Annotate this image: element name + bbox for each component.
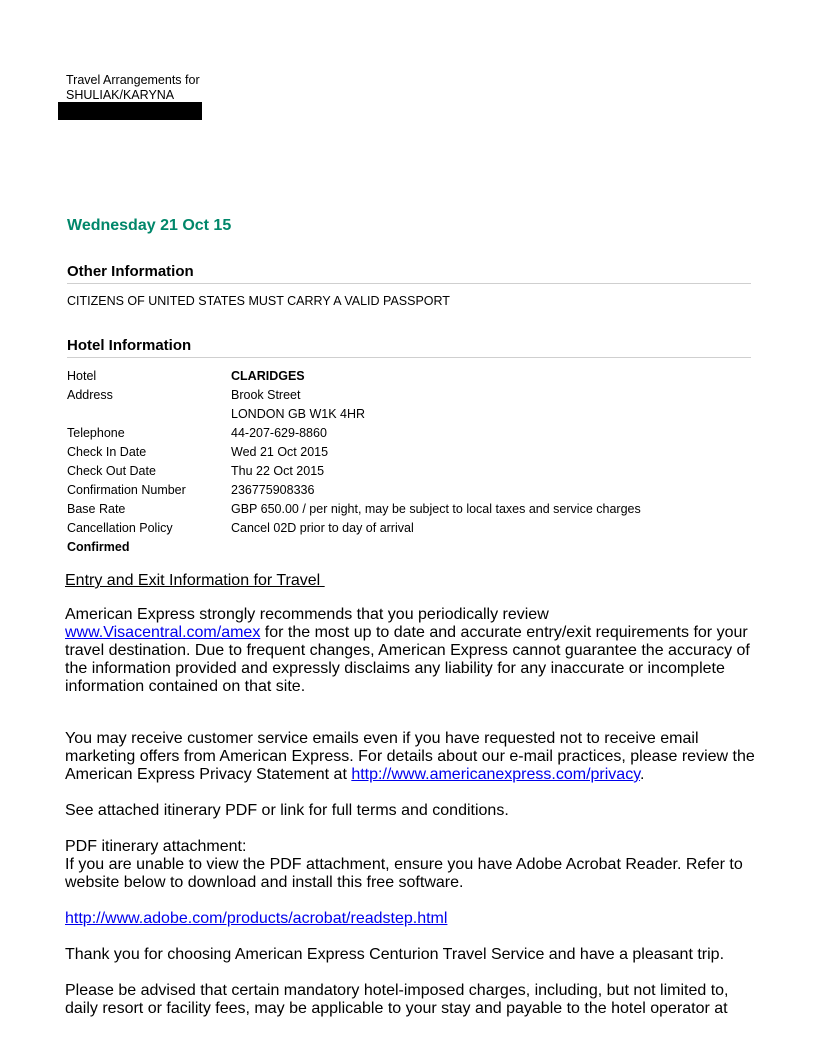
entry-exit-title: Entry and Exit Information for Travel (65, 572, 325, 589)
address-label: Address (67, 387, 113, 402)
table-row (67, 404, 641, 423)
entry-exit-intro: American Express strongly recommends that you periodically review (65, 606, 549, 623)
confirmation-label: Confirmation Number (67, 482, 186, 497)
advisory-paragraph: Please be advised that certain mandatory hotel-imposed charges, including, but not limited to, daily resort or facility fees, may be applicable to your stay and payable to the hotel operator at (65, 982, 729, 1017)
adobe-link-wrap (65, 910, 765, 928)
header (66, 73, 200, 103)
table-row (67, 366, 641, 385)
pdf-line-2: If you are unable to view the PDF attachment, ensure you have Adobe Acrobat Reader. Refer to website below to download and install this free software. (65, 856, 743, 891)
traveler-name: SHULIAK/KARYNA (66, 88, 175, 102)
privacy-link[interactable]: http://www.americanexpress.com/privacy (351, 766, 641, 783)
hotel-info-title: Hotel Information (67, 337, 751, 358)
hotel-name: CLARIDGES (231, 368, 305, 383)
table-row (67, 499, 641, 518)
base-rate-label: Base Rate (67, 501, 126, 516)
table-row (67, 423, 641, 442)
thanks-paragraph: Thank you for choosing American Express Centurion Travel Service and have a pleasant trip. (65, 946, 725, 963)
cancellation-value: Cancel 02D prior to day of arrival (231, 520, 414, 535)
passport-notice: CITIZENS OF UNITED STATES MUST CARRY A VALID PASSPORT (67, 294, 450, 308)
adobe-link[interactable]: http://www.adobe.com/products/acrobat/readstep.html (65, 910, 448, 927)
cancellation-label: Cancellation Policy (67, 520, 173, 535)
pdf-paragraph (65, 838, 765, 892)
hotel-details-table (67, 366, 641, 556)
address-line-1: Brook Street (231, 387, 301, 402)
pdf-line-1: PDF itinerary attachment: (65, 838, 247, 855)
date-heading: Wednesday 21 Oct 15 (67, 217, 232, 234)
checkin-label: Check In Date (67, 444, 147, 459)
checkout-label: Check Out Date (67, 463, 156, 478)
address-line-2: LONDON GB W1K 4HR (231, 406, 366, 421)
status-confirmed: Confirmed (67, 539, 130, 554)
checkin-value: Wed 21 Oct 2015 (231, 444, 329, 459)
hotel-label: Hotel (67, 368, 97, 383)
terms-paragraph: See attached itinerary PDF or link for full terms and conditions. (65, 802, 509, 819)
telephone-value: 44-207-629-8860 (231, 425, 327, 440)
header-title: Travel Arrangements for (66, 73, 200, 87)
table-row (67, 461, 641, 480)
confirmation-value: 236775908336 (231, 482, 315, 497)
email-paragraph: You may receive customer service emails even if you have requested not to receive email marketing offers from American Express. For details about our e-mail practices, please review the American Express Privacy Statement at http://www.americanexpress.com/privacy. (65, 730, 755, 783)
table-row (67, 385, 641, 404)
redaction-bar (58, 102, 202, 120)
entry-exit-paragraph (65, 606, 765, 696)
table-row (67, 480, 641, 499)
table-row (67, 537, 641, 556)
entry-exit-title-wrap (65, 572, 765, 590)
base-rate-value: GBP 650.00 / per night, may be subject to local taxes and service charges (231, 501, 641, 516)
visacentral-link[interactable]: www.Visacentral.com/amex (65, 624, 261, 641)
checkout-value: Thu 22 Oct 2015 (231, 463, 325, 478)
table-row (67, 442, 641, 461)
other-info-title: Other Information (67, 263, 751, 284)
telephone-label: Telephone (67, 425, 125, 440)
table-row (67, 518, 641, 537)
email-text: You may receive customer service emails even if you have requested not to receive email marketing offers from American Express. For details about our e-mail practices, please review the American Express Privacy Statement at (65, 730, 755, 783)
entry-exit-body: for the most up to date and accurate entry/exit requirements for your travel destination. Due to frequent changes, American Express cannot guarantee the accuracy of the information provided and expressly disclaims any liability for any inaccurate or incomplete information contained on that site. (65, 624, 750, 695)
